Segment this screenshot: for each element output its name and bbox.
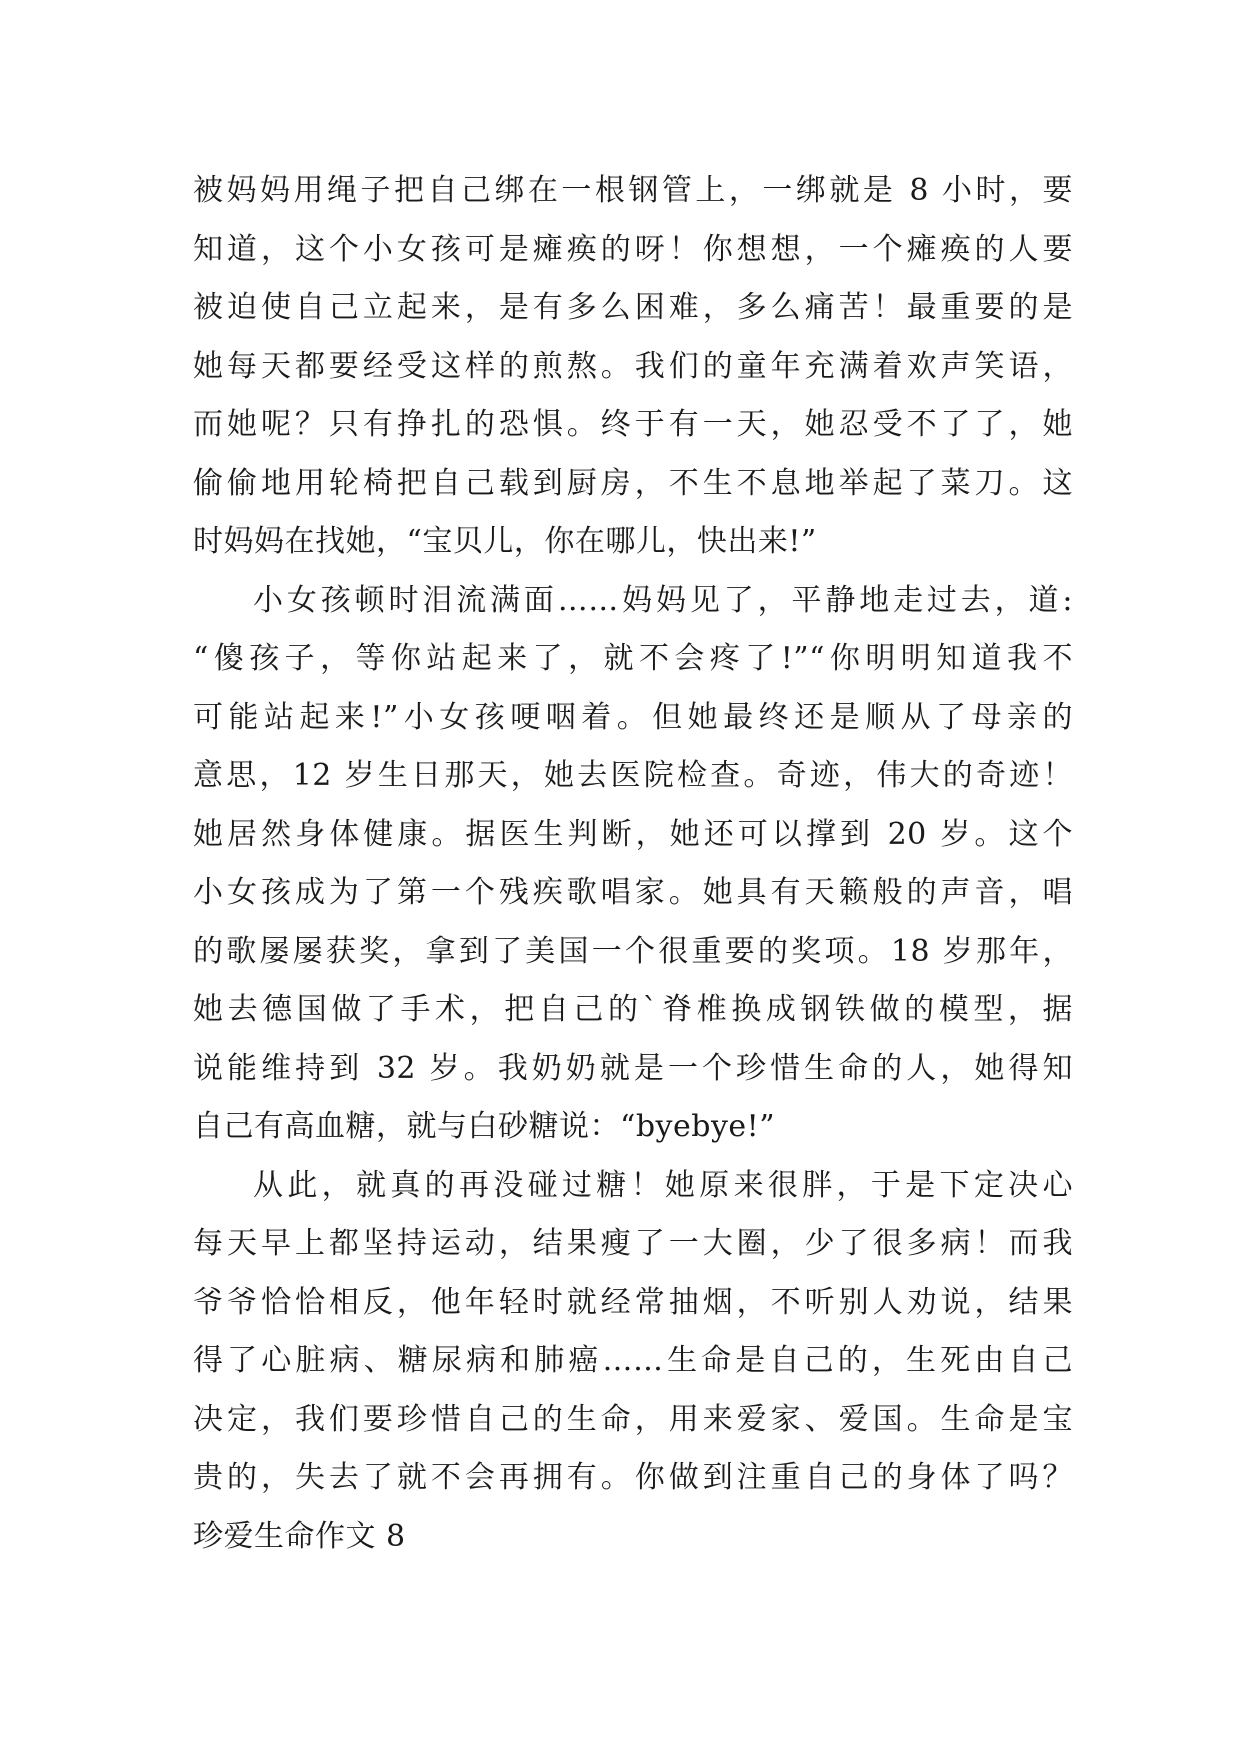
section-heading: 珍爱生命作文 8 bbox=[193, 1518, 406, 1554]
text-line: 被迫使自己立起来，是有多么困难，多么痛苦！最重要的是 bbox=[193, 290, 1073, 325]
text-line: 每天早上都坚持运动，结果瘦了一大圈，少了很多病！而我 bbox=[193, 1226, 1073, 1261]
text-line: 时妈妈在找她，“宝贝儿，你在哪儿，快出来!” bbox=[193, 524, 817, 559]
text-line: 她居然身体健康。据医生判断，她还可以撑到 20 岁。这个 bbox=[193, 816, 1073, 852]
text-line: 可能站起来!”小女孩哽咽着。但她最终还是顺从了母亲的 bbox=[193, 699, 1073, 735]
text-line: 决定，我们要珍惜自己的生命，用来爱家、爱国。生命是宝 bbox=[193, 1401, 1073, 1437]
text-line: 说能维持到 32 岁。我奶奶就是一个珍惜生命的人，她得知 bbox=[193, 1050, 1073, 1086]
text-line: 被妈妈用绳子把自己绑在一根钢管上，一绑就是 8 小时，要 bbox=[193, 173, 1073, 208]
document-body bbox=[193, 162, 1073, 1566]
text-line: 得了心脏病、糖尿病和肺癌……生命是自己的，生死由自己 bbox=[193, 1343, 1073, 1378]
text-line: 自己有高血糖，就与白砂糖说：“byebye!” bbox=[193, 1109, 776, 1144]
text-line: 意思，12 岁生日那天，她去医院检查。奇迹，伟大的奇迹！ bbox=[193, 758, 1073, 793]
text-line: 她去德国做了手术，把自己的`脊椎换成钢铁做的模型，据 bbox=[193, 992, 1073, 1027]
text-line: 贵的，失去了就不会再拥有。你做到注重自己的身体了吗？ bbox=[193, 1460, 1073, 1495]
text-line: 小女孩成为了第一个残疾歌唱家。她具有天籁般的声音，唱 bbox=[193, 875, 1073, 910]
text-line: “傻孩子，等你站起来了，就不会疼了!”“你明明知道我不 bbox=[193, 641, 1073, 676]
text-line: 爷爷恰恰相反，他年轻时就经常抽烟，不听别人劝说，结果 bbox=[193, 1284, 1073, 1320]
text-line: 而她呢？只有挣扎的恐惧。终于有一天，她忍受不了了，她 bbox=[193, 407, 1073, 442]
text-line: 偷偷地用轮椅把自己载到厨房，不生不息地举起了菜刀。这 bbox=[193, 465, 1073, 501]
paragraph-first-line: 从此，就真的再没碰过糖！她原来很胖，于是下定决心 bbox=[253, 1167, 1073, 1203]
text-line: 的歌屡屡获奖，拿到了美国一个很重要的奖项。18 岁那年， bbox=[193, 933, 1073, 969]
paragraph-first-line: 小女孩顿时泪流满面……妈妈见了，平静地走过去，道: bbox=[253, 582, 1073, 618]
text-line: 知道，这个小女孩可是瘫痪的呀！你想想，一个瘫痪的人要 bbox=[193, 231, 1073, 267]
text-line: 她每天都要经受这样的煎熬。我们的童年充满着欢声笑语， bbox=[193, 348, 1073, 384]
